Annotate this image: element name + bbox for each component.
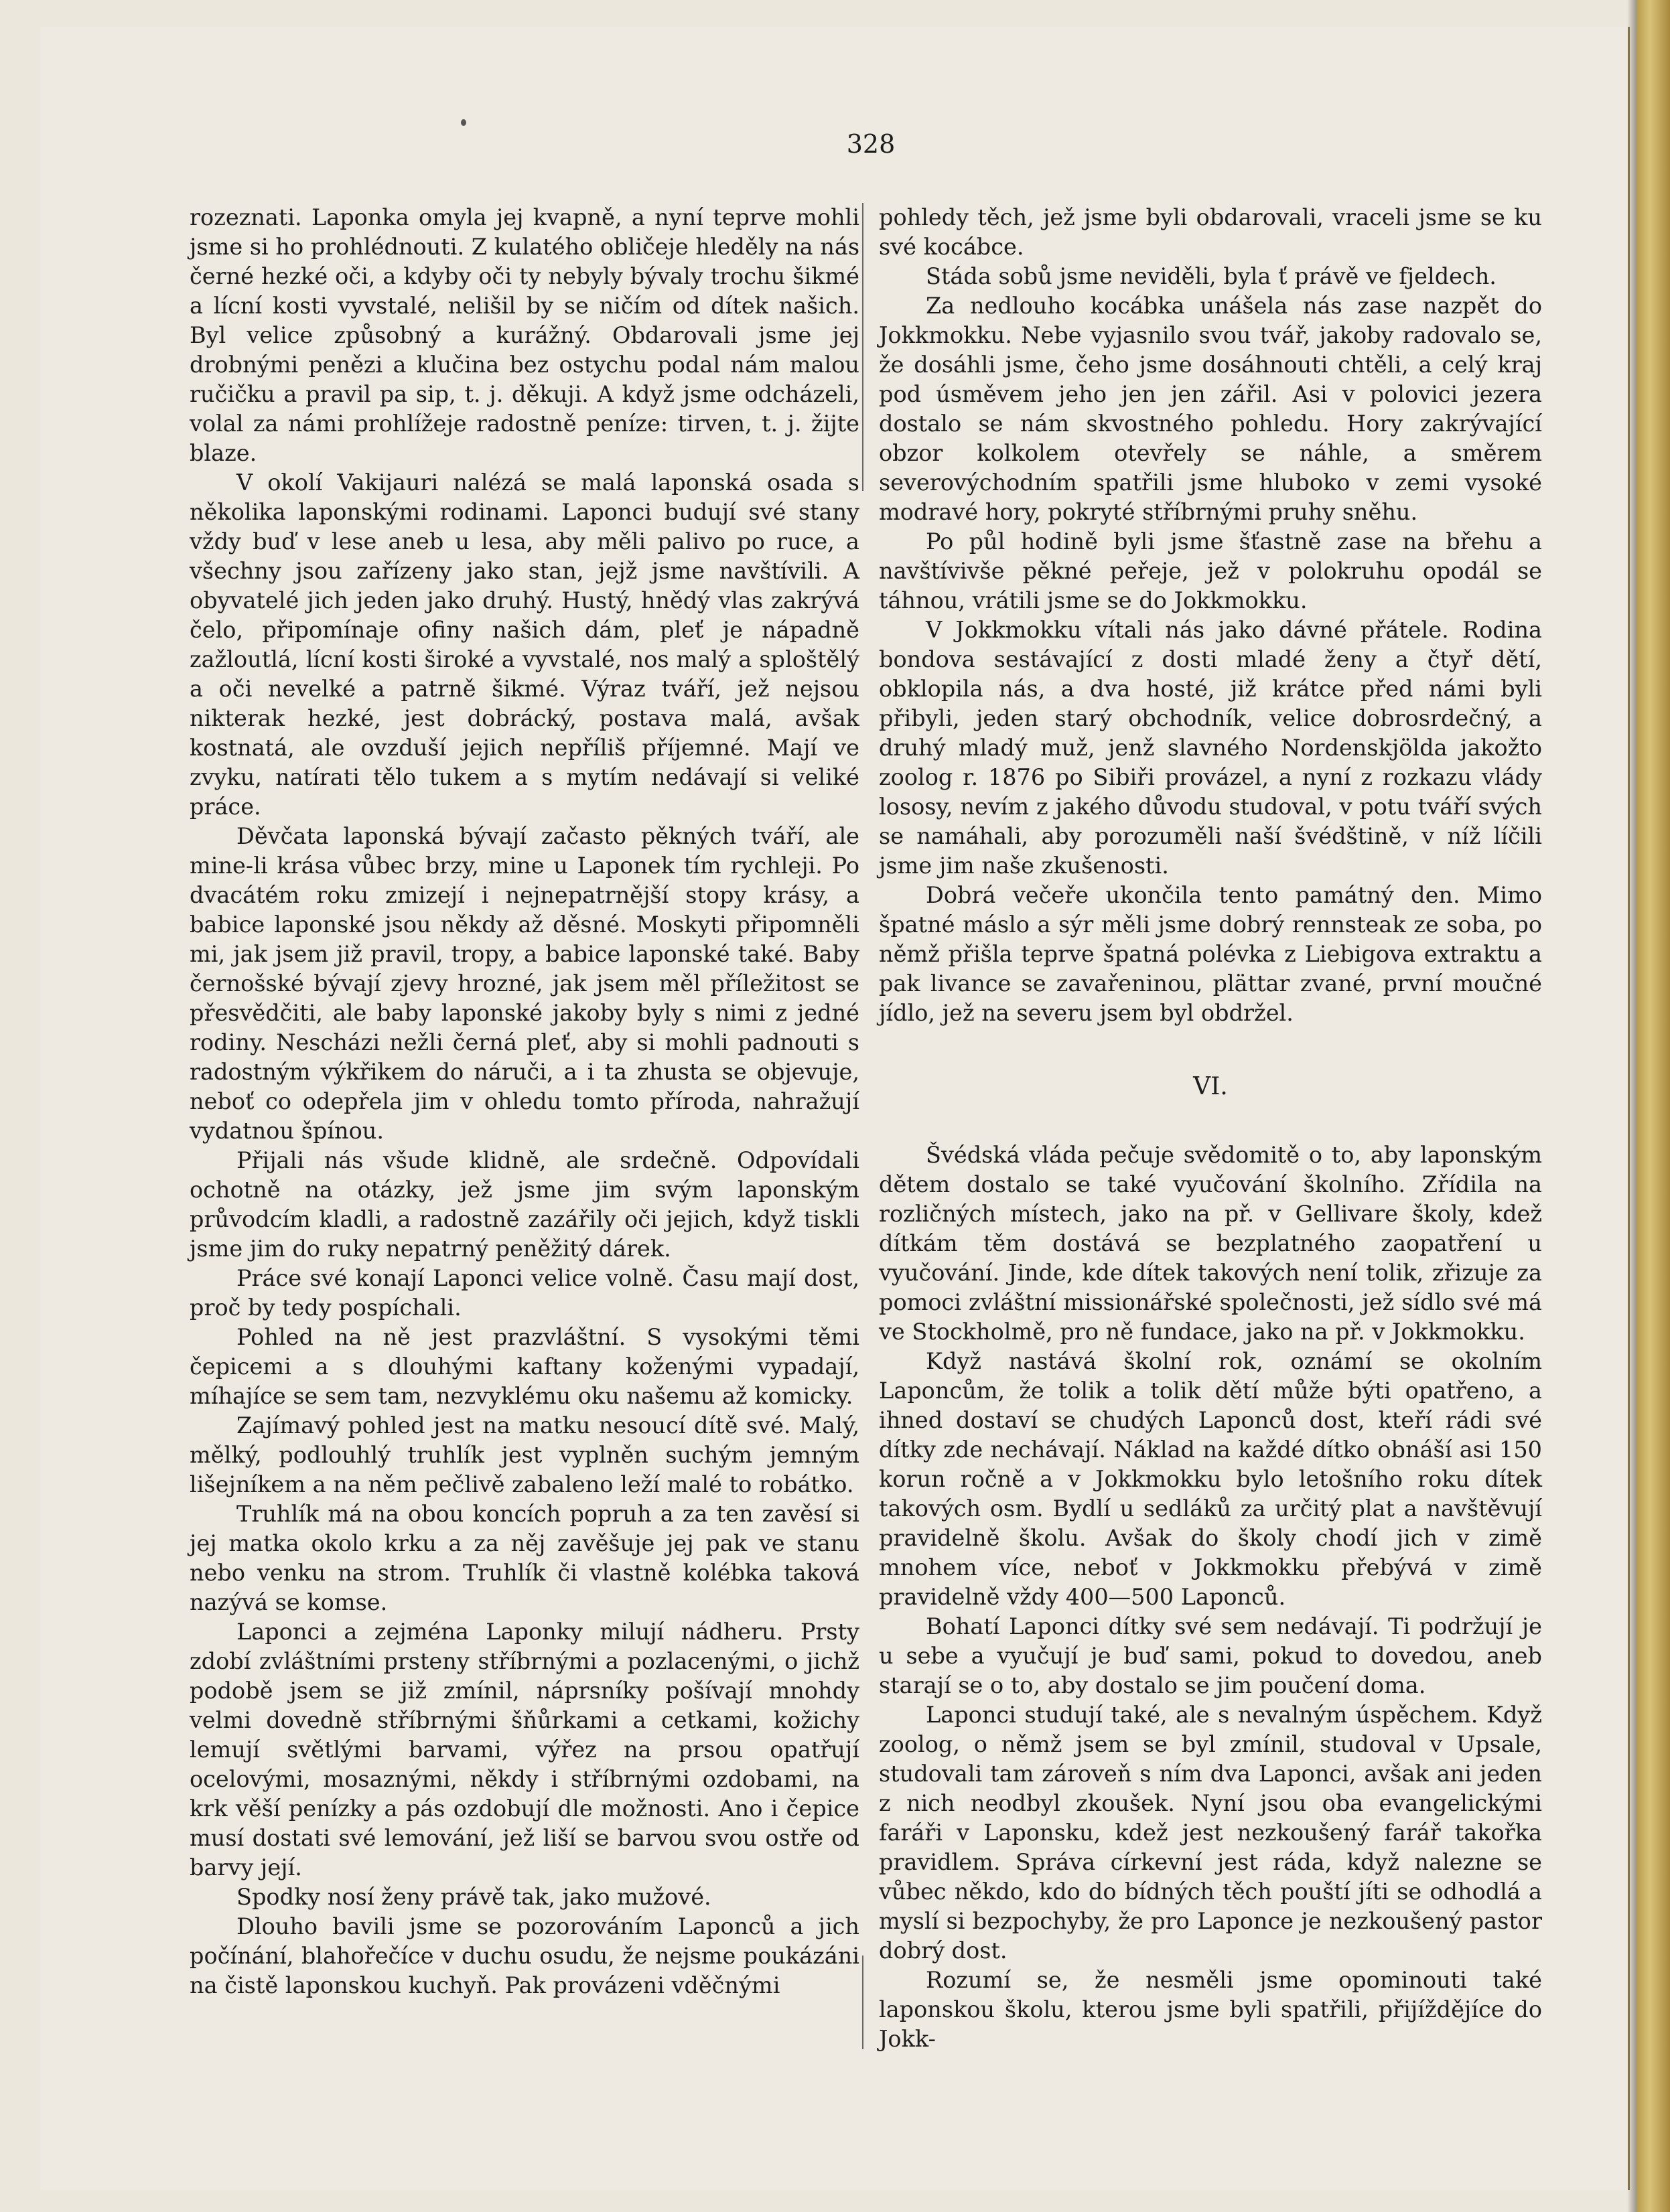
- section-heading: VI.: [1193, 1073, 1228, 1100]
- paragraph: Dobrá večeře ukončila tento památný den. Mimo špatné máslo a sýr měli jsme dobrý rennsteak ze soba, po němž přišla teprve špatná polévka z Liebigova extraktu a pak livance se zavařeninou, plättar zvané, první moučné jídlo, jež na severu jsem byl obdržel.: [879, 882, 1542, 1026]
- paragraph: Po půl hodině byli jsme šťastně zase na břehu a navštívivše pěkné peřeje, jež v polokruhu opodál se táhnou, vrátili jsme se do Jokkmokku.: [879, 528, 1542, 613]
- paragraph: Bohatí Laponci dítky své sem nedávají. Ti podržují je u sebe a vyučují je buď sami, pokud to dovedou, aneb starají se o to, aby dostalo se jim poučení doma.: [879, 1613, 1542, 1698]
- binding-shadow: [1627, 0, 1637, 2212]
- paragraph: V Jokkmokku vítali nás jako dávné přátele. Rodina bondova sestávající z dosti mladé ženy a čtyř dětí, obklopila nás, a dva hosté, již krátce před námi byli přibyli, jeden starý obchodník, velice dobrosrdečný, a druhý mladý muž, jenž slavného Nordenskjölda jakožto zoolog r. 1876 po Sibiři provázel, a nyní z rozkazu vlády lososy, nevím z jakého důvodu studoval, v potu tváří svých se namáhali, aby porozuměli naší švédštině, v níž líčili jsme jim naše zkušenosti.: [879, 617, 1542, 879]
- paragraph: rozeznati. Laponka omyla jej kvapně, a nyní teprve mohli jsme si ho prohlédnouti. Z kulatého obličeje hleděly na nás černé hezké oči, a kdyby oči ty nebyly bývaly trochu šikmé a lícní kosti vyvstalé, nelišil by se ničím od dítek našich. Byl velice způsobný a kurážný. Obdarovali jsme jej drobnými penězi a klučina bez ostychu podal nám malou ručičku a pravil pa sip, t. j. děkuji. A když jsme odcházeli, volal za námi prohlížeje radostně peníze: tirven, t. j. žijte blaze.: [190, 204, 860, 466]
- paragraph: Když nastává školní rok, oznámí se okolním Laponcům, že tolik a tolik dětí může býti opatřeno, a ihned dostaví se chudých Laponců dost, kteří rádi své dítky zde nechávají. Náklad na každé dítko obnáší asi 150 korun ročně a v Jokkmokku bylo letošního roku dítek takových osm. Bydlí u sedláků za určitý plat a navštěvují pravidelně školu. Avšak do školy chodí jich v zimě mnohem více, neboť v Jokkmokku přebývá v zimě pravidelně vždy 400—500 Laponců.: [879, 1348, 1542, 1610]
- page-number: 328: [846, 129, 896, 159]
- paragraph: Dlouho bavili jsme se pozorováním Laponců a jich počínání, blahořečíce v duchu osudu, že nejsme poukázáni na čistě laponskou kuchyň. Pak provázeni vděčnými: [190, 1913, 859, 1998]
- paragraph: Přijali nás všude klidně, ale srdečně. Odpovídali ochotně na otázky, jež jsme jim svým laponským průvodcím kladli, a radostně zazářily oči jejich, když tiskli jsme jim do ruky nepatrný peněžitý dárek.: [190, 1147, 859, 1262]
- paragraph: Švédská vláda pečuje svědomitě o to, aby laponským dětem dostalo se také vyučování školního. Zřídila na rozličných místech, jako na př. v Gellivare školy, kdež dítkám těm dostává se bezplatného zaopatření u vyučování. Jinde, kde dítek takových není tolik, zřizuje za pomoci zvláštní missionářské společnosti, jež sídlo své má ve Stockholmě, pro ně fundace, jako na př. v Jokkmokku.: [879, 1142, 1542, 1345]
- column-rule-top: [862, 203, 863, 491]
- book-binding-edge: [1637, 0, 1670, 2212]
- paragraph: Rozumí se, že nesměli jsme opominouti také laponskou školu, kterou jsme byli spatřili, přijíždějíce do Jokk-: [879, 1967, 1542, 2052]
- paragraph: V okolí Vakijauri nalézá se malá laponská osada s několika laponskými rodinami. Laponci budují své stany vždy buď v lese aneb u lesa, aby měli palivo po ruce, a všechny jsou zařízeny jako stan, jejž jsme navštívili. A obyvatelé jich jeden jako druhý. Hustý, hnědý vlas zakrývá čelo, připomínaje ofiny našich dám, pleť je nápadně zažloutlá, lícní kosti široké a vyvstalé, nos malý a sploštělý a oči nevelké a patrně šikmé. Výraz tváří, jež nejsou nikterak hezké, jest dobrácký, postava malá, avšak kostnatá, ale ovzduší jejich nepříliš příjemné. Mají ve zvyku, natírati tělo tukem a s mytím nedávají si veliké práce.: [190, 469, 859, 820]
- paragraph: Laponci a zejména Laponky milují nádheru. Prsty zdobí zvláštními prsteny stříbrnými a pozlacenými, o jichž podobě jsem se již zmínil, náprsníky pošívají mnohdy velmi dovedně stříbrnými šňůrkami a cetkami, kožichy lemují světlými barvami, výřez na prsou opatřují ocelovými, mosaznými, někdy i stříbrnými ozdobami, na krk věší penízky a pás ozdobují dle možnosti. Ano i čepice musí dostati své lemování, jež liší se barvou svou ostře od barvy její.: [190, 1619, 859, 1881]
- print-speck: [461, 119, 466, 126]
- paragraph: Spodky nosí ženy právě tak, jako mužové.: [236, 1884, 711, 1910]
- paragraph: Práce své konají Laponci velice volně. Času mají dost, proč by tedy pospíchali.: [190, 1265, 859, 1321]
- paragraph: Za nedlouho kocábka unášela nás zase nazpět do Jokkmokku. Nebe vyjasnilo svou tvář, jakoby radovalo se, že dosáhli jsme, čeho jsme dosáhnouti chtěli, a celý kraj pod úsměvem jeho jen jen zářil. Asi v polovici jezera dostalo se nám skvostného pohledu. Hory zakrývající obzor kolkolem otevřely se náhle, a směrem severovýchodním spatřili jsme hluboko v zemi vysoké modravé hory, pokryté stříbrnými pruhy sněhu.: [879, 293, 1542, 525]
- paragraph: Zajímavý pohled jest na matku nesoucí dítě své. Malý, mělký, podlouhlý truhlík jest vyplněn suchým jemným lišejníkem a na něm pečlivě zabaleno leží malé to robátko.: [190, 1412, 859, 1497]
- paragraph: Stáda sobů jsme neviděli, byla ť právě ve fjeldech.: [926, 263, 1497, 289]
- column-rule-bottom: [862, 1956, 863, 2049]
- paragraph: Truhlík má na obou koncích popruh a za ten zavěsí si jej matka okolo krku a za něj zavěšuje jej pak ve stanu nebo venku na strom. Truhlík či vlastně kolébka taková nazývá se komse.: [190, 1501, 859, 1615]
- left-text-column: [190, 203, 859, 2000]
- right-text-column: [879, 203, 1542, 2054]
- paragraph: Laponci studují také, ale s nevalným úspěchem. Když zoolog, o němž jsem se byl zmínil, studoval v Upsale, studovali tam zároveň s ním dva Laponci, avšak ani jeden z nich neodbyl zkoušek. Nyní jsou oba evangelickými faráři v Laponsku, kdež jest nezkoušený farář takořka pravidlem. Správa církevní jest ráda, když nalezne se vůbec někdo, kdo do bídných těch pouští jíti se odhodlá a myslí si bezpochyby, že pro Laponce je nezkoušený pastor dobrý dost.: [879, 1702, 1542, 1964]
- paragraph: Pohled na ně jest prazvláštní. S vysokými těmi čepicemi a s dlouhými kaftany koženými vypadají, míhajíce se sem tam, nezvyklému oku našemu až komicky.: [190, 1324, 859, 1409]
- paragraph: Děvčata laponská bývají začasto pěkných tváří, ale mine-li krása vůbec brzy, mine u Laponek tím rychleji. Po dvacátém roku zmizejí i nejnepatrnější stopy krásy, a babice laponské jsou někdy až děsné. Moskyti připomněli mi, jak jsem již pravil, tropy, a babice laponské také. Baby černošské bývají zjevy hrozné, jak jsem měl příležitost se přesvědčiti, ale baby laponské jakoby byly s nimi z jedné rodiny. Nescházi nežli černá pleť, aby si mohli padnouti s radostným výkřikem do náruči, a i ta zhusta se objevuje, neboť co odepřela jim v ohledu tomto příroda, nahražují vydatnou špínou.: [190, 823, 859, 1144]
- paragraph: pohledy těch, jež jsme byli obdarovali, vraceli jsme se ku své kocábce.: [879, 204, 1542, 260]
